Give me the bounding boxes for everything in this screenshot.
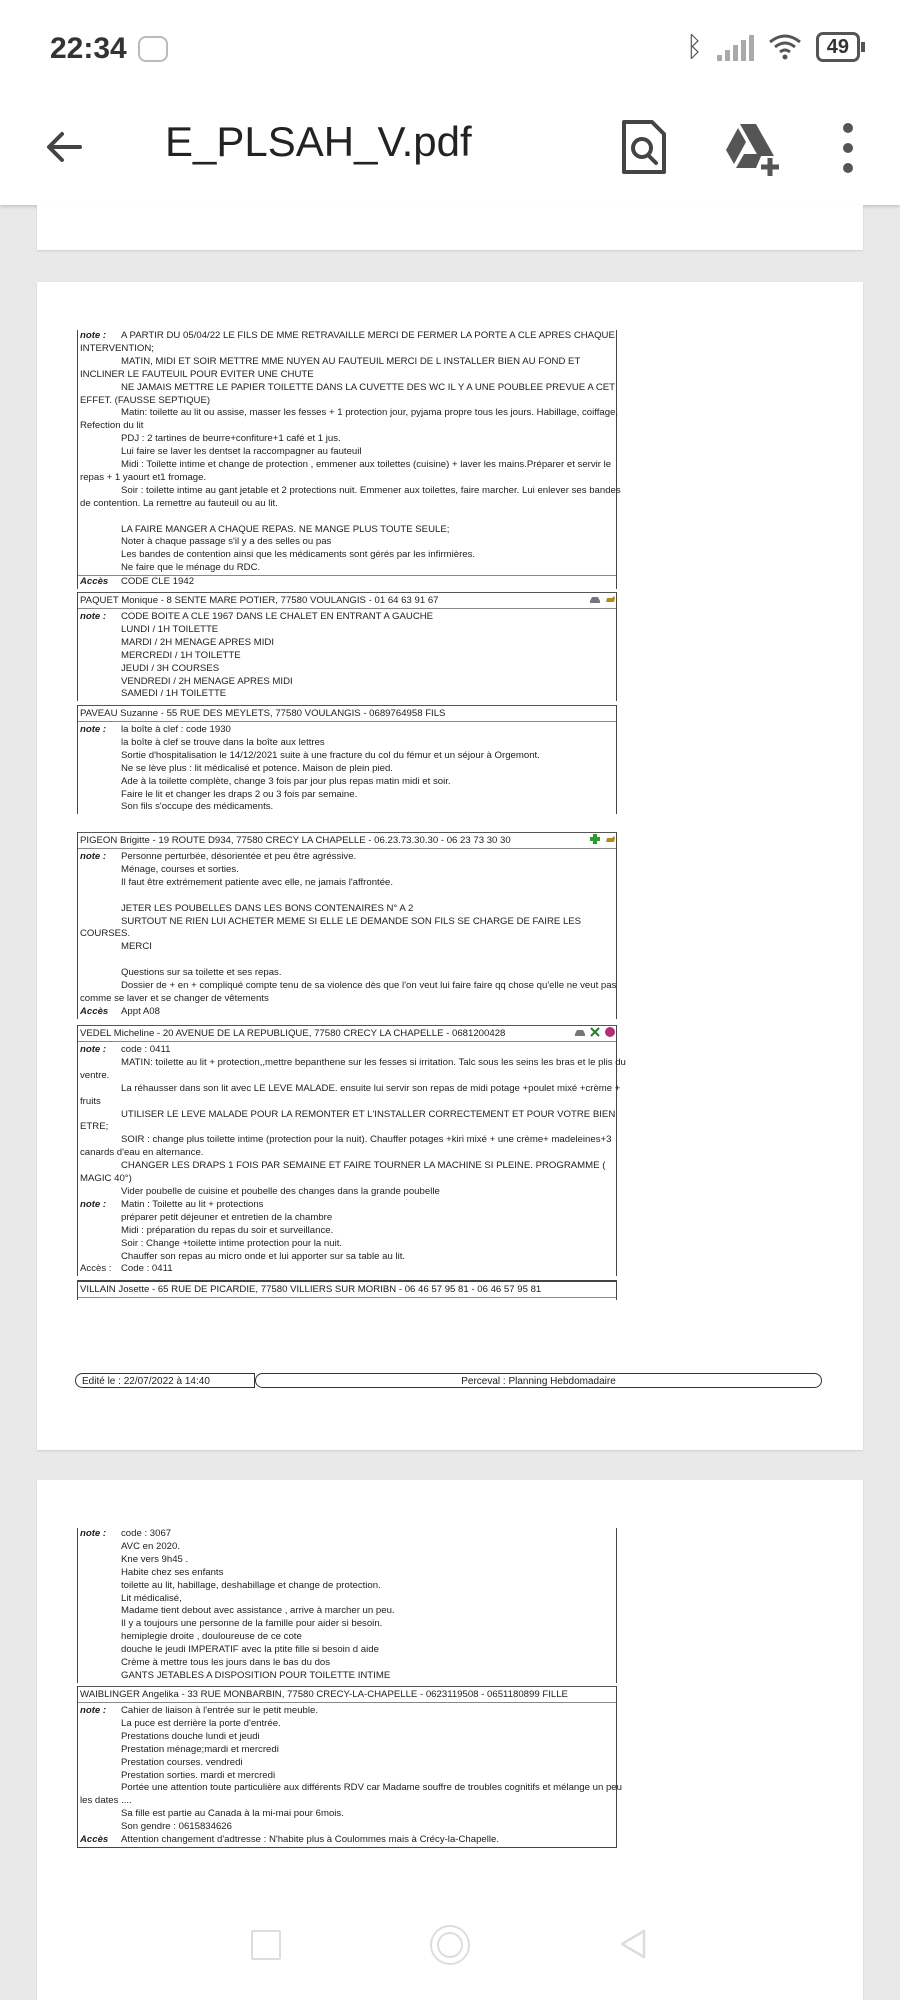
note-line: COURSES.: [80, 928, 131, 940]
note-line: INCLINER LE FAUTEUIL POUR EVITER UNE CHUTE: [80, 368, 314, 380]
note-line: MERCREDI / 1H TOILETTE: [121, 649, 241, 661]
note-line: La réhausser dans son lit avec LE LEVE MALADE. ensuite lui servir son repas de midi potage +poulet mixé +crème +: [121, 1082, 621, 1094]
note-line: la boîte à clef se trouve dans la boîte aux lettres: [121, 736, 325, 748]
note-line: JEUDI / 3H COURSES: [121, 662, 220, 674]
note-line: Faire le lit et changer les draps 2 ou 3 fois par semaine.: [121, 788, 358, 800]
note-line: Son fils s'occupe des médicaments.: [121, 801, 274, 813]
note-line: Kne vers 9h45 .: [121, 1553, 189, 1565]
battery-indicator: 49: [816, 32, 860, 62]
note-line: canards d'eau en alternance.: [80, 1147, 204, 1159]
note-line: INTERVENTION;: [80, 342, 154, 354]
note-line: Midi : préparation du repas du soir et surveillance.: [121, 1224, 334, 1236]
note-label: note :: [80, 1528, 107, 1539]
note-line: GANTS JETABLES A DISPOSITION POUR TOILETTE INTIME: [121, 1669, 391, 1681]
planning-title: Perceval : Planning Hebdomadaire: [255, 1373, 822, 1388]
note-line: Matin : Toilette au lit + protections: [121, 1198, 264, 1210]
edited-date: Edité le : 22/07/2022 à 14:40: [75, 1373, 255, 1388]
note-line: A PARTIR DU 05/04/22 LE FILS DE MME RETRAVAILLE MERCI DE FERMER LA PORTE A CLE APRES CHAQUE: [121, 330, 615, 341]
note-line: Sortie d'hospitalisation le 14/12/2021 suite à une fracture du col du fémur et un séjour à Orgemont.: [121, 749, 540, 761]
note-line: Refection du lit: [80, 420, 144, 432]
note-line: Prestation ménage;mardi et mercredi: [121, 1743, 279, 1755]
acces-label: Accès :: [80, 1263, 112, 1275]
note-line: ventre.: [80, 1069, 110, 1081]
status-time: 22:34: [50, 32, 127, 65]
note-line: Lui faire se laver les dentset la raccompagner au fauteuil: [121, 446, 362, 458]
note-line: NE JAMAIS METTRE LE PAPIER TOILETTE DANS LA CUVETTE DES WC IL Y A UNE POUBLEE PREVUE A CET: [121, 381, 616, 393]
entry-header-text: VILLAIN Josette - 65 RUE DE PICARDIE, 77580 VILLIERS SUR MORIBN - 06 46 57 95 81 - 06 46 57 95 81: [80, 1284, 542, 1295]
note-label: note :: [80, 851, 107, 862]
note-line: Ne se lève plus : lit médicalisé et potence. Maison de plein pied.: [121, 762, 393, 774]
note-line: VENDREDI / 2H MENAGE APRES MIDI: [121, 675, 293, 687]
note-line: SAMEDI / 1H TOILETTE: [121, 688, 227, 700]
acces-label: Accès: [80, 1005, 109, 1017]
note-line: Crème à mettre tous les jours dans le bas du dos: [121, 1657, 331, 1669]
note-line: ETRE;: [80, 1121, 109, 1133]
acces-value: Appt A08: [121, 1005, 160, 1017]
entry-header-text: PIGEON Brigitte - 19 ROUTE D934, 77580 CRECY LA CHAPELLE - 06.23.73.30.30 - 06 23 73 30 30: [80, 835, 511, 846]
acces-label: Accès: [80, 576, 109, 588]
note-line: LA FAIRE MANGER A CHAQUE REPAS. NE MANGE PLUS TOUTE SEULE;: [121, 523, 450, 535]
note-line: Questions sur sa toilette et ses repas.: [121, 967, 282, 979]
note-line: Il y a toujours une personne de la famille pour aider si besoin.: [121, 1618, 383, 1630]
note-line: Personne perturbée, désorientée et peu être agréssive.: [121, 851, 357, 862]
note-line: MATIN, MIDI ET SOIR METTRE MME NUYEN AU FAUTEUIL MERCI DE L INSTALLER BIEN AU FOND ET: [121, 355, 581, 367]
note-label: note :: [80, 1044, 107, 1055]
note-label: note :: [80, 1198, 107, 1210]
note-line: Soir : Change +toilette intime protection pour la nuit.: [121, 1237, 343, 1249]
recent-apps-button[interactable]: [251, 1930, 281, 1960]
note-line: Les bandes de contention ainsi que les médicaments sont gérés par les infirmières.: [121, 549, 476, 561]
note-line: MAGIC 40°): [80, 1173, 132, 1185]
note-line: Sa fille est partie au Canada à la mi-mai pour 6mois.: [121, 1808, 344, 1820]
note-line: Midi : Toilette intime et change de protection , emmener aux toilettes (cuisine) + laver les mains.Préparer et servir le: [121, 459, 612, 471]
note-label: note :: [80, 330, 107, 341]
acces-label: Accès: [80, 1834, 109, 1846]
note-line: SOIR : change plus toilette intime (protection pour la nuit). Chauffer potages +kiri mixé + une crème+ madeleines+3: [121, 1134, 612, 1146]
note-line: code : 0411: [121, 1044, 171, 1055]
note-line: SURTOUT NE RIEN LUI ACHETER MEME SI ELLE LE DEMANDE SON FILS SE CHARGE DE FAIRE LES: [121, 915, 582, 927]
entry-header-text: WAIBLINGER Angelika - 33 RUE MONBARBIN, 77580 CRECY-LA-CHAPELLE - 0623119508 - 0651180899 FILLE: [80, 1689, 568, 1700]
note-line: Prestation courses. vendredi: [121, 1756, 243, 1768]
note-label: note :: [80, 1705, 107, 1716]
note-line: CODE BOITE A CLE 1967 DANS LE CHALET EN ENTRANT A GAUCHE: [121, 611, 434, 622]
note-line: PDJ : 2 tartines de beurre+confiture+1 café et 1 jus.: [121, 433, 341, 445]
note-line: MERCI: [121, 941, 152, 953]
note-line: La puce est derrière la porte d'entrée.: [121, 1717, 281, 1729]
note-line: Madame tient debout avec assistance , arrive à marcher un peu.: [121, 1605, 395, 1617]
entry-header-text: PAVEAU Suzanne - 55 RUE DES MEYLETS, 77580 VOULANGIS - 0689764958 FILS: [80, 708, 446, 719]
note-line: repas + 1 yaourt et1 fromage.: [80, 471, 207, 483]
note-line: fruits: [80, 1095, 101, 1107]
note-line: de contention. La remettre au fauteuil ou au lit.: [80, 497, 278, 509]
note-line: UTILISER LE LEVE MALADE POUR LA REMONTER ET L'INSTALLER CORRECTEMENT ET POUR VOTRE BIEN: [121, 1108, 616, 1120]
note-line: Ménage, courses et sorties.: [121, 863, 239, 875]
entry-header-text: PAQUET Monique - 8 SENTE MARE POTIER, 77580 VOULANGIS - 01 64 63 91 67: [80, 595, 439, 606]
note-line: Ne faire que le ménage du RDC.: [121, 562, 261, 574]
entry-block-continued: [77, 1528, 617, 1683]
acces-value: Attention changement d'adtresse : N'habite plus à Coulommes mais à Crécy-la-Chapelle.: [121, 1834, 500, 1846]
note-line: Il faut être extrémement patiente avec elle, ne jamais l'affrontée.: [121, 876, 394, 888]
note-line: douche le jeudi IMPERATIF avec la ptite fille si besoin d aide: [121, 1644, 379, 1656]
note-line: comme se laver et se changer de vêtements: [80, 992, 269, 1004]
bluetooth-icon: ᛒ: [685, 30, 703, 63]
note-line: Cahier de liaison à l'entrée sur le petit meuble.: [121, 1705, 319, 1716]
note-line: Dossier de + en + compliqué compte tenu de sa violence dès que l'on veut lui faire faire qq chose qu'elle ne veut pas: [121, 980, 617, 992]
note-line: Prestation sorties. mardi et mercredi: [121, 1769, 276, 1781]
acces-value: CODE CLE 1942: [121, 576, 195, 588]
document-title: E_PLSAH_V.pdf: [165, 118, 472, 165]
note-line: Noter à chaque passage s'il y a des selles ou pas: [121, 536, 332, 548]
acces-row: [78, 1834, 616, 1848]
note-line: Soir : toilette intime au gant jetable et 2 protections nuit. Emmener aux toilettes, faire marcher. Lui enlever ses bandes: [121, 484, 621, 496]
entry-header[interactable]: [78, 1686, 616, 1703]
note-line: LUNDI / 1H TOILETTE: [121, 623, 219, 635]
note-line: Prestations douche lundi et jeudi: [121, 1730, 260, 1742]
note-label: note :: [80, 611, 107, 622]
entry-block-waiblinger: [77, 1686, 622, 1848]
note-line: Chauffer son repas au micro onde et lui apporter sur sa table au lit.: [121, 1250, 406, 1262]
note-line: MARDI / 2H MENAGE APRES MIDI: [121, 636, 274, 648]
note-line: Lit médicalisé,: [121, 1592, 182, 1604]
note-line: code : 3067: [121, 1528, 172, 1539]
note-line: les dates ....: [80, 1795, 132, 1807]
note-line: EFFET. (FAUSSE SEPTIQUE): [80, 394, 211, 406]
note-row: [78, 1528, 616, 1683]
note-line: Portée une attention toute particulière aux différents RDV car Madame souffre de troubles cognitifs et mélange un peu: [121, 1782, 622, 1794]
acces-value: Code : 0411: [121, 1263, 173, 1275]
note-line: MATIN: toilette au lit + protection,,mettre bepanthene sur les fesses si irritation. Talc sous les seins les bras et le plis du: [121, 1056, 626, 1068]
home-button[interactable]: [430, 1925, 470, 1965]
note-line: hemiplegie droite , douloureuse de ce cote: [121, 1631, 302, 1643]
note-line: AVC en 2020.: [121, 1540, 181, 1552]
note-line: toilette au lit, habillage, deshabillage et change de protection.: [121, 1579, 381, 1591]
note-label: note :: [80, 724, 107, 735]
note-line: Matin: toilette au lit ou assise, masser les fesses + 1 protection jour, pyjama propre tous les jours. Habillage, coiffage,: [121, 407, 619, 419]
note-line: Vider poubelle de cuisine et poubelle des changes dans la grande poubelle: [121, 1185, 440, 1197]
note-line: CHANGER LES DRAPS 1 FOIS PAR SEMAINE ET FAIRE TOURNER LA MACHINE SI PLEINE. PROGRAMME (: [121, 1160, 606, 1172]
note-line: préparer petit déjeuner et entretien de la chambre: [121, 1211, 333, 1223]
note-line: Son gendre : 0615834626: [121, 1821, 232, 1833]
nav-back-icon[interactable]: [618, 1928, 648, 1960]
entry-header-text: VEDEL Micheline - 20 AVENUE DE LA REPUBLIQUE, 77580 CRECY LA CHAPELLE - 0681200428: [80, 1028, 506, 1039]
note-line: Ade à la toilette complète, change 3 fois par jour plus repas matin midi et soir.: [121, 775, 451, 787]
note-line: la boîte à clef : code 1930: [121, 724, 231, 735]
note-line: Habite chez ses enfants: [121, 1566, 224, 1578]
note-row: [78, 1703, 622, 1834]
note-line: JETER LES POUBELLES DANS LES BONS CONTENAIRES N° A 2: [121, 902, 414, 914]
